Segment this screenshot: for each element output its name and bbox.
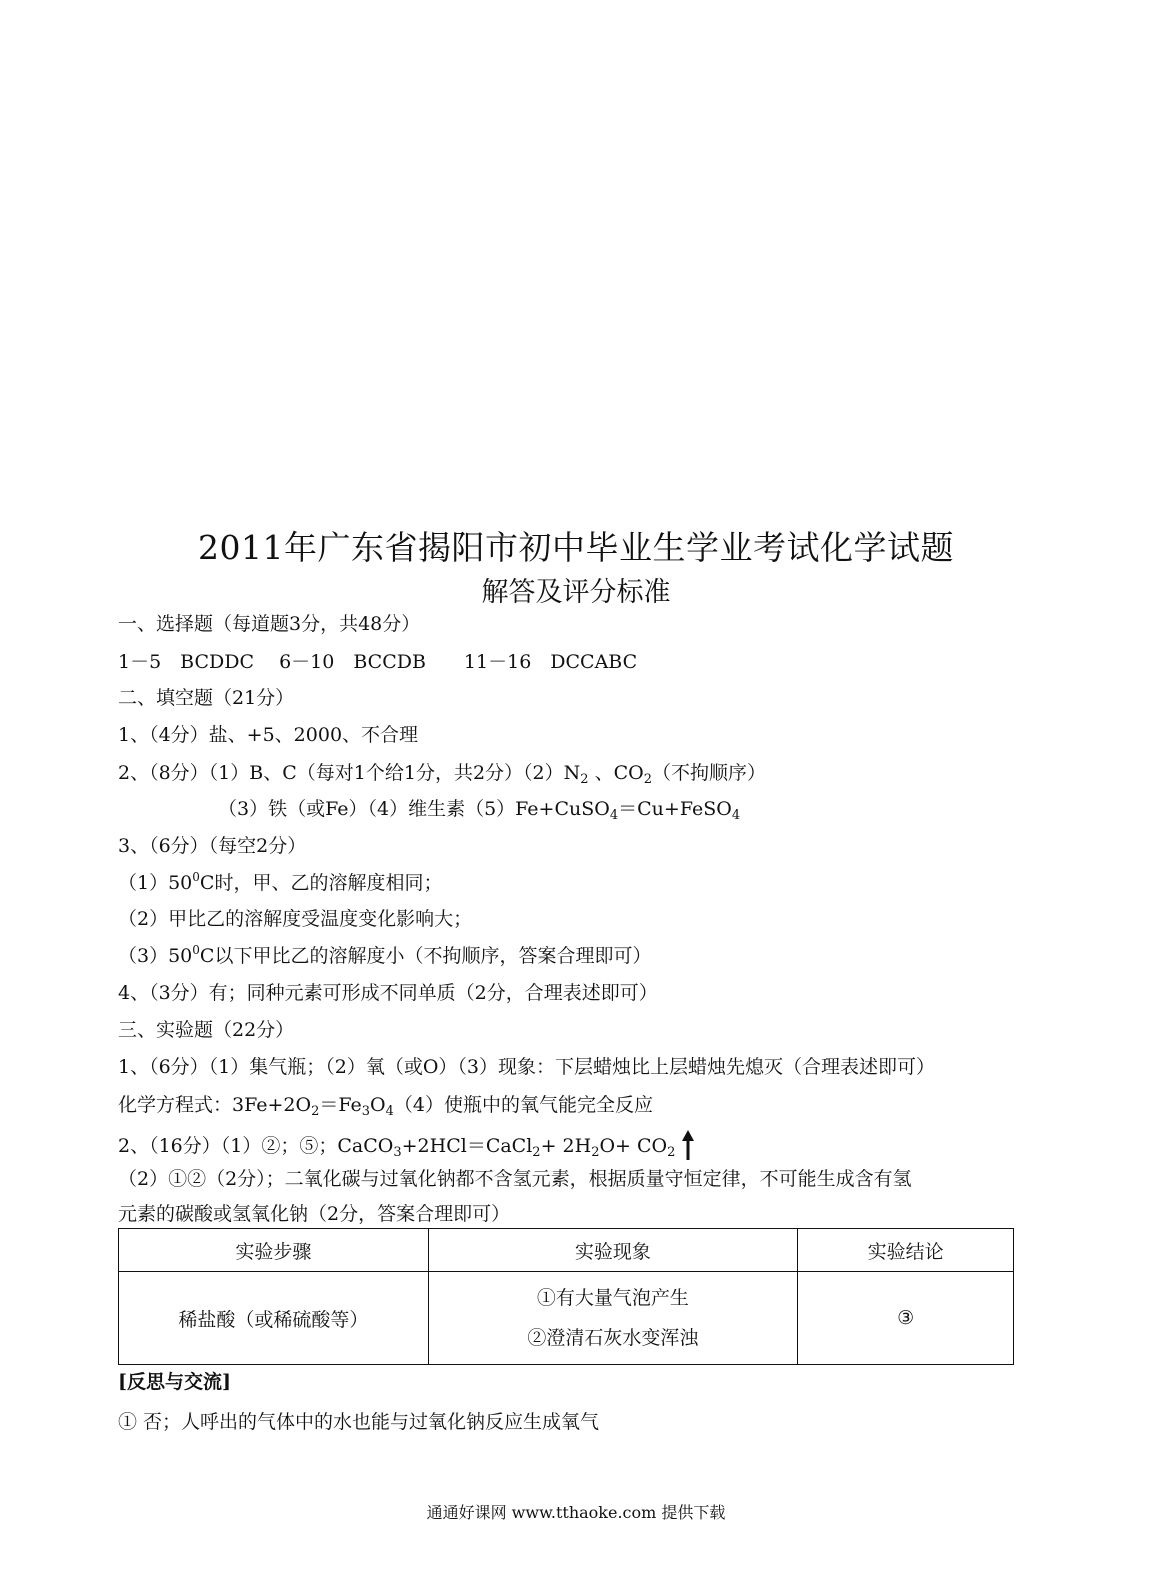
header-conclusion: 实验结论 [798, 1229, 1014, 1272]
exp-header: 三、实验题（22分） [118, 1019, 295, 1041]
exp-answer-2b: （2）①②（2分）；二氧化碳与过氧化钠都不含氢元素，根据质量守恒定律，不可能生成含有氢 [118, 1168, 912, 1190]
fill-answer-2a: 2、（8分）（1）B、C（每对1个给1分，共2分）$(2)N_2$ 、$CO_2$（不拘顺序） [118, 762, 766, 787]
choice-answers: 1－5 BCDDC 6－10 BCCDB 11－16 DCCABC [118, 651, 638, 673]
exp-answer-2a: 2、（16分）（1）②；⑤；CaCO$_3$+2HCl＝CaCl$_2$+ $2H_2O+ CO_2$ [118, 1130, 695, 1160]
header-step: 实验步骤 [119, 1229, 429, 1272]
gas-up-arrow-icon [681, 1130, 695, 1160]
fill-answer-3-2: （2）甲比乙的溶解度受温度变化影响大； [118, 908, 473, 930]
phenomenon-2: ②澄清石灰水变浑浊 [527, 1327, 699, 1349]
fill-answer-1: 1、（4分）盐、+5、2000、不合理 [118, 724, 419, 746]
header-phenomenon: 实验现象 [428, 1229, 798, 1272]
page-subtitle: 解答及评分标准 [481, 577, 671, 608]
fill-answer-3-1: $(1)50^0C$时，甲、乙的溶解度相同； [118, 870, 443, 894]
choice-header: 一、选择题（每道题3分，共48分） [118, 613, 421, 635]
experiment-table [118, 1228, 1014, 1365]
cell-conclusion: ③ [798, 1272, 1014, 1365]
exp-answer-1b: 化学方程式：$3Fe+2O_2=Fe_3O_4(4)$使瓶中的氧气能完全反应 [118, 1094, 653, 1119]
fill-answer-4: 4、（3分）有；同种元素可形成不同单质（2分，合理表述即可） [118, 982, 658, 1004]
exp-answer-2c: 元素的碳酸或氢氧化钠（2分，答案合理即可） [118, 1203, 511, 1225]
fill-answer-3-3: $(3)50^0C$以下甲比乙的溶解度小（不拘顺序，答案合理即可） [118, 943, 652, 967]
fill-header: 二、填空题（21分） [118, 687, 295, 709]
table-row [119, 1272, 1014, 1365]
reflection-answer-1: ① 否；人呼出的气体中的水也能与过氧化钠反应生成氧气 [118, 1411, 600, 1433]
table-header-row [119, 1229, 1014, 1272]
fill-answer-3-header: 3、（6分）（每空2分） [118, 835, 307, 857]
cell-step: 稀盐酸（或稀硫酸等） [119, 1272, 429, 1365]
page-title: 2011年广东省揭阳市初中毕业生学业考试化学试题 [198, 528, 954, 567]
phenomenon-1: ①有大量气泡产生 [536, 1287, 689, 1309]
fill-answer-2b: （3）铁（或Fe）（4）维生素（5）Fe+CuSO$_4$＝Cu+FeSO$_4$ [218, 798, 741, 823]
reflection-header: [反思与交流] [118, 1371, 231, 1393]
exp-answer-1a: 1、（6分）（1）集气瓶；（2）氧（或O）（3）现象：下层蜡烛比上层蜡烛先熄灭（合理表述即可） [118, 1056, 936, 1078]
footer-credit: 通通好课网 www.tthaoke.com 提供下载 [426, 1503, 726, 1522]
cell-phenomenon [428, 1272, 798, 1365]
